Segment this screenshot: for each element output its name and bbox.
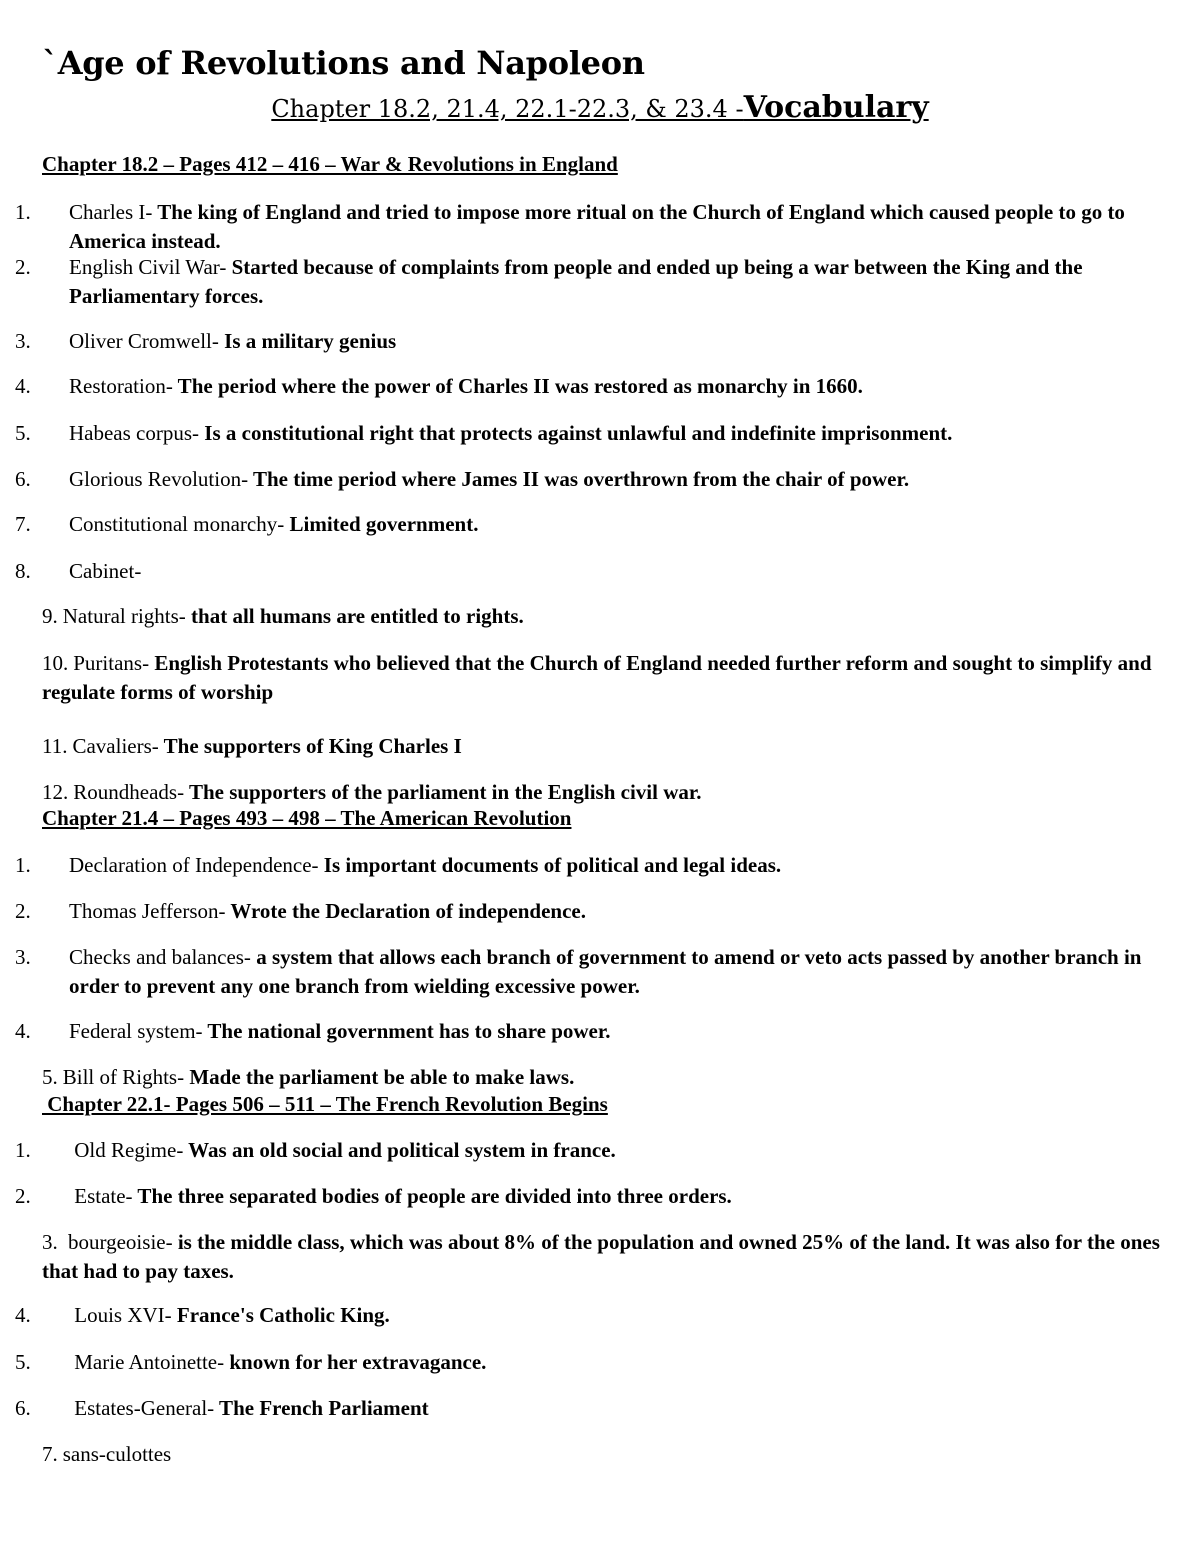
vocab-item: 8. Cabinet- xyxy=(15,559,142,583)
vocab-item: 3. Oliver Cromwell- Is a military genius xyxy=(15,329,397,353)
page-title: `Age of Revolutions and Napoleon xyxy=(42,44,645,82)
vocab-item: 1. Charles I- The king of England and tried to impose more ritual on the Church of England which caused people to go to America instead. xyxy=(15,200,1125,253)
vocab-item: 9. Natural rights- that all humans are entitled to rights. xyxy=(42,604,524,628)
vocab-item: 5. Marie Antoinette- known for her extravagance. xyxy=(15,1350,487,1374)
vocab-item: 2. Thomas Jefferson- Wrote the Declaration of independence. xyxy=(15,899,586,923)
vocab-item: 3. bourgeoisie- is the middle class, which was about 8% of the population and owned 25% of the land. It was also for the ones that had to pay taxes. xyxy=(42,1230,1160,1283)
vocab-item: 4. Restoration- The period where the power of Charles II was restored as monarchy in 1660. xyxy=(15,374,863,398)
vocab-item: 2. Estate- The three separated bodies of people are divided into three orders. xyxy=(15,1184,732,1208)
vocab-item: 1. Old Regime- Was an old social and political system in france. xyxy=(15,1138,616,1162)
vocab-item: 6. Glorious Revolution- The time period where James II was overthrown from the chair of power. xyxy=(15,467,910,491)
subtitle-vocabulary: Vocabulary xyxy=(743,90,929,125)
vocab-item: 4. Federal system- The national government has to share power. xyxy=(15,1019,611,1043)
vocab-item: 6. Estates-General- The French Parliament xyxy=(15,1396,429,1420)
vocab-item: 12. Roundheads- The supporters of the parliament in the English civil war. xyxy=(42,780,702,804)
vocab-item: 5. Habeas corpus- Is a constitutional right that protects against unlawful and indefinite imprisonment. xyxy=(15,421,953,445)
section-heading-american: Chapter 21.4 – Pages 493 – 498 – The American Revolution xyxy=(42,806,572,830)
section-heading-french: Chapter 22.1- Pages 506 – 511 – The French Revolution Begins xyxy=(42,1092,608,1116)
page-subtitle xyxy=(0,90,1200,125)
subtitle-chapters: Chapter 18.2, 21.4, 22.1-22.3, & 23.4 - xyxy=(271,95,744,123)
vocab-item: 11. Cavaliers- The supporters of King Charles I xyxy=(42,734,462,758)
vocab-item: 5. Bill of Rights- Made the parliament be able to make laws. xyxy=(42,1065,575,1089)
vocab-item: 7. sans-culottes xyxy=(42,1442,172,1466)
vocab-item: 4. Louis XVI- France's Catholic King. xyxy=(15,1303,390,1327)
vocab-item: 2. English Civil War- Started because of complaints from people and ended up being a war between the King and the Parliamentary forces. xyxy=(15,255,1083,308)
vocab-item: 1. Declaration of Independence- Is important documents of political and legal ideas. xyxy=(15,853,782,877)
vocab-item: 7. Constitutional monarchy- Limited government. xyxy=(15,512,479,536)
section-heading-england: Chapter 18.2 – Pages 412 – 416 – War & Revolutions in England xyxy=(42,152,618,176)
vocab-item: 3. Checks and balances- a system that allows each branch of government to amend or veto acts passed by another branch in order to prevent any one branch from wielding excessive power. xyxy=(15,945,1142,998)
vocab-item: 10. Puritans- English Protestants who believed that the Church of England needed further reform and sought to simplify and regulate forms of worship xyxy=(42,651,1152,704)
